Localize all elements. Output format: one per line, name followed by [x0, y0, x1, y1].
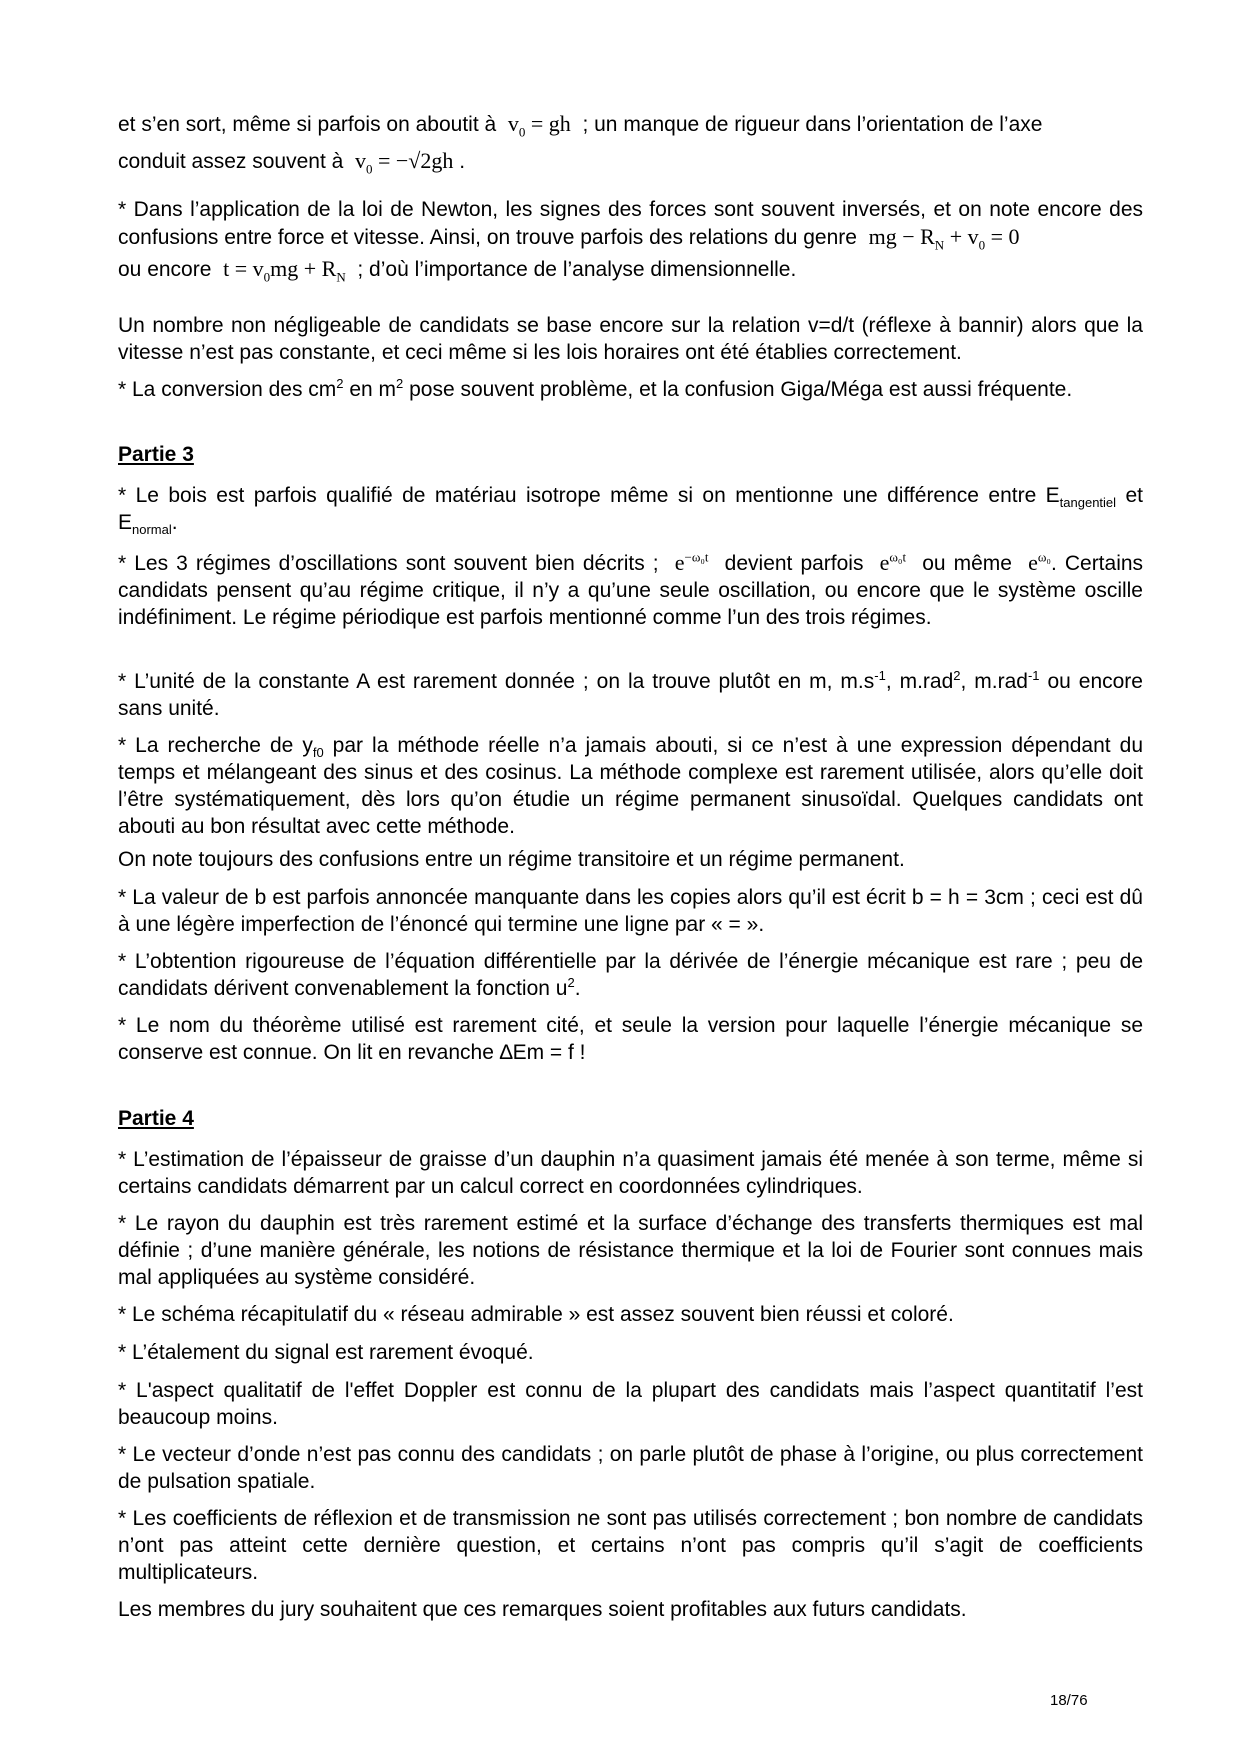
equation: $v_0 = -√2gh$ — [354, 148, 454, 177]
paragraph: * L'aspect qualitatif de l'effet Doppler est connu de la plupart des candidats mais l’aspect quantitatif l’est beaucoup moins. — [118, 1379, 1143, 1429]
equation: $e^{\omega_0t}$ — [879, 549, 907, 575]
paragraph: * Le schéma récapitulatif du « réseau admirable » est assez souvent bien réussi et coloré. — [118, 1303, 954, 1326]
paragraph: * L’unité de la constante A est rarement donnée ; on la trouve plutôt en m, $m.s^{-1}$, m.rad$^2$, m.rad$^{-1}$ ou encore sans unité. — [118, 668, 1143, 720]
paragraph: * Le bois est parfois qualifié de matériau isotrope même si on mentionne une différence entre $E_{tangentiel}$ et $E_{normal}$. — [118, 484, 1143, 538]
paragraph: * L’étalement du signal est rarement évoqué. — [118, 1341, 534, 1364]
intro-block — [118, 110, 1143, 175]
partie-3-heading: Partie 3 — [118, 443, 194, 466]
partie-4-heading: Partie 4 — [118, 1107, 194, 1130]
equation: $v_0$ = gh — [507, 111, 571, 140]
equation: mg − $R_N + v_0 = 0$ — [868, 224, 1020, 253]
paragraph: * Les coefficients de réflexion et de transmission ne sont pas utilisés correctement ; bon nombre de candidats n’ont pas atteint cette dernière question, et certains n’ont pas compris qu’il s’agit de coefficients multiplicateurs. — [118, 1507, 1143, 1584]
paragraph: * Le nom du théorème utilisé est rarement cité, et seule la version pour laquelle l’énergie mécanique se conserve est connue. On lit en revanche ∆Em = f ! — [118, 1014, 1143, 1064]
page-number: 18/76 — [1050, 1692, 1088, 1709]
paragraph: * Le rayon du dauphin est très rarement estimé et la surface d’échange des transferts thermiques est mal définie ; d’une manière générale, les notions de résistance thermique et la loi de Fourier sont connues mais mal appliquées au système considéré. — [118, 1212, 1143, 1289]
paragraph: * La recherche de $y_{f0}$ par la méthode réelle n’a jamais abouti, si ce n’est à une expression dépendant du temps et mélangeant des sinus et des cosinus. La méthode complexe est rarement utilisée, alors qu’elle doit l’être systématiquement, dès lors qu’on étudie un régime permanent sinusoïdal. Quelques candidats ont abouti au bon résultat avec cette méthode. — [118, 734, 1143, 838]
equation: $t = v_0mg + R_N$ — [223, 256, 346, 285]
paragraph: conduit assez souvent à $v_0 = -√2gh$ . — [118, 148, 466, 177]
paragraph: ou encore $t = v_0mg + R_N$ ; d’où l’importance de l’analyse dimensionnelle. — [118, 256, 797, 285]
paragraph: * Le vecteur d’onde n’est pas connu des candidats ; on parle plutôt de phase à l’origine, ou plus correctement de pulsation spatiale. — [118, 1443, 1143, 1493]
equation: $e^{-\omega_0t}$ — [674, 549, 709, 575]
paragraph: Un nombre non négligeable de candidats se base encore sur la relation v=d/t (réflexe à bannir) alors que la vitesse n’est pas constante, et ceci même si les lois horaires ont été établies correctement. — [118, 314, 1143, 364]
paragraph: Les membres du jury souhaitent que ces remarques soient profitables aux futurs candidats. — [118, 1598, 967, 1621]
equation: $e^{\omega_0}$ — [1028, 549, 1051, 575]
paragraph: * Dans l’application de la loi de Newton, les signes des forces sont souvent inversés, et on note encore des confusions entre force et vitesse. Ainsi, on trouve parfois des relations du genre mg − $R_N + v_0 = 0$ — [118, 198, 1143, 253]
paragraph: * L’estimation de l’épaisseur de graisse d’un dauphin n’a quasiment jamais été menée à son terme, même si certains candidats démarrent par un calcul correct en coordonnées cylindriques. — [118, 1148, 1143, 1198]
newton-block — [118, 196, 1143, 283]
paragraph: On note toujours des confusions entre un régime transitoire et un régime permanent. — [118, 848, 905, 871]
paragraph: * Les 3 régimes d’oscillations sont souvent bien décrits ; $e^{-\omega_0t}$ devient parfois $e^{\omega_0t}$ ou même $e^{\omega_0}$. Certains candidats pensent qu’au régime critique, il n’y a qu’une seule oscillation, ou encore que le système oscille indéfiniment. Le régime périodique est parfois mentionné comme l’un des trois régimes. — [118, 549, 1144, 629]
paragraph: * L’obtention rigoureuse de l’équation différentielle par la dérivée de l’énergie mécanique est rare ; peu de candidats dérivent convenablement la fonction $u^2$. — [118, 950, 1143, 1000]
paragraph: * La conversion des $cm^2$ en $m^2$ pose souvent problème, et la confusion Giga/Méga est aussi fréquente. — [118, 376, 1073, 401]
paragraph: * La valeur de b est parfois annoncée manquante dans les copies alors qu’il est écrit b = h = 3cm ; ceci est dû à une légère imperfection de l’énoncé qui termine une ligne par « = ». — [118, 886, 1143, 936]
paragraph: et s’en sort, même si parfois on aboutit à $v_0$ = gh ; un manque de rigueur dans l’orientation de l’axe — [118, 111, 1043, 140]
